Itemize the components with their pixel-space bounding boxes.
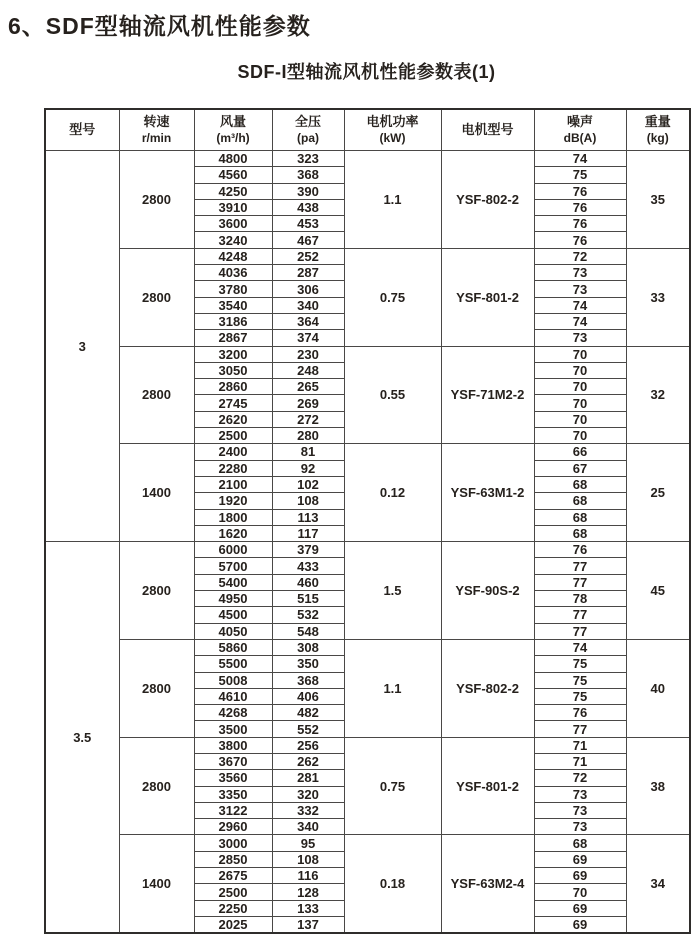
noise-cell: 68 bbox=[534, 493, 626, 509]
noise-cell: 74 bbox=[534, 313, 626, 329]
pressure-cell: 453 bbox=[272, 216, 344, 232]
noise-cell: 77 bbox=[534, 607, 626, 623]
noise-cell: 72 bbox=[534, 770, 626, 786]
airflow-cell: 5700 bbox=[194, 558, 272, 574]
noise-cell: 77 bbox=[534, 574, 626, 590]
pressure-cell: 552 bbox=[272, 721, 344, 737]
airflow-cell: 4268 bbox=[194, 705, 272, 721]
performance-table-body bbox=[45, 151, 690, 934]
airflow-cell: 3240 bbox=[194, 232, 272, 248]
noise-cell: 71 bbox=[534, 737, 626, 753]
airflow-cell: 2500 bbox=[194, 428, 272, 444]
pressure-cell: 116 bbox=[272, 868, 344, 884]
noise-cell: 76 bbox=[534, 216, 626, 232]
airflow-cell: 2850 bbox=[194, 851, 272, 867]
pressure-cell: 117 bbox=[272, 525, 344, 541]
weight-cell: 45 bbox=[626, 542, 690, 640]
noise-cell: 76 bbox=[534, 199, 626, 215]
column-header bbox=[272, 109, 344, 151]
noise-cell: 70 bbox=[534, 884, 626, 900]
noise-cell: 76 bbox=[534, 232, 626, 248]
pressure-cell: 368 bbox=[272, 672, 344, 688]
noise-cell: 74 bbox=[534, 297, 626, 313]
power-cell: 1.1 bbox=[344, 639, 441, 737]
power-cell: 0.12 bbox=[344, 444, 441, 542]
airflow-cell: 3780 bbox=[194, 281, 272, 297]
pressure-cell: 548 bbox=[272, 623, 344, 639]
column-header-unit: (kW) bbox=[379, 130, 406, 145]
noise-cell: 75 bbox=[534, 656, 626, 672]
pressure-cell: 133 bbox=[272, 900, 344, 916]
airflow-cell: 3670 bbox=[194, 753, 272, 769]
airflow-cell: 4248 bbox=[194, 248, 272, 264]
power-cell: 0.75 bbox=[344, 248, 441, 346]
column-header-label: 电机功率 bbox=[366, 113, 419, 129]
pressure-cell: 108 bbox=[272, 493, 344, 509]
noise-cell: 77 bbox=[534, 558, 626, 574]
airflow-cell: 3186 bbox=[194, 313, 272, 329]
airflow-cell: 3350 bbox=[194, 786, 272, 802]
airflow-cell: 2675 bbox=[194, 868, 272, 884]
pressure-cell: 379 bbox=[272, 542, 344, 558]
airflow-cell: 6000 bbox=[194, 542, 272, 558]
airflow-cell: 1800 bbox=[194, 509, 272, 525]
speed-cell: 1400 bbox=[119, 835, 194, 933]
airflow-cell: 5008 bbox=[194, 672, 272, 688]
column-header bbox=[534, 109, 626, 151]
header-row bbox=[45, 109, 690, 151]
pressure-cell: 272 bbox=[272, 411, 344, 427]
pressure-cell: 433 bbox=[272, 558, 344, 574]
airflow-cell: 5400 bbox=[194, 574, 272, 590]
airflow-cell: 4050 bbox=[194, 623, 272, 639]
pressure-cell: 81 bbox=[272, 444, 344, 460]
airflow-cell: 3910 bbox=[194, 199, 272, 215]
model-cell: 3.5 bbox=[45, 542, 119, 934]
airflow-cell: 2100 bbox=[194, 476, 272, 492]
noise-cell: 70 bbox=[534, 411, 626, 427]
column-header-unit: r/min bbox=[141, 130, 172, 145]
airflow-cell: 3200 bbox=[194, 346, 272, 362]
airflow-cell: 2745 bbox=[194, 395, 272, 411]
power-cell: 1.1 bbox=[344, 151, 441, 249]
airflow-cell: 4800 bbox=[194, 151, 272, 167]
weight-cell: 33 bbox=[626, 248, 690, 346]
pressure-cell: 532 bbox=[272, 607, 344, 623]
pressure-cell: 332 bbox=[272, 802, 344, 818]
table-row bbox=[45, 248, 690, 264]
noise-cell: 77 bbox=[534, 623, 626, 639]
noise-cell: 67 bbox=[534, 460, 626, 476]
airflow-cell: 4036 bbox=[194, 265, 272, 281]
column-header-unit: dB(A) bbox=[563, 130, 597, 145]
noise-cell: 69 bbox=[534, 868, 626, 884]
noise-cell: 70 bbox=[534, 362, 626, 378]
airflow-cell: 2400 bbox=[194, 444, 272, 460]
airflow-cell: 2500 bbox=[194, 884, 272, 900]
noise-cell: 73 bbox=[534, 265, 626, 281]
column-header bbox=[441, 109, 534, 151]
noise-cell: 76 bbox=[534, 183, 626, 199]
table-row bbox=[45, 542, 690, 558]
pressure-cell: 323 bbox=[272, 151, 344, 167]
noise-cell: 70 bbox=[534, 346, 626, 362]
noise-cell: 78 bbox=[534, 591, 626, 607]
airflow-cell: 4560 bbox=[194, 167, 272, 183]
power-cell: 0.75 bbox=[344, 737, 441, 835]
column-header-unit: (kg) bbox=[646, 130, 669, 145]
pressure-cell: 438 bbox=[272, 199, 344, 215]
speed-cell: 2800 bbox=[119, 639, 194, 737]
noise-cell: 69 bbox=[534, 916, 626, 933]
power-cell: 1.5 bbox=[344, 542, 441, 640]
table-row bbox=[45, 444, 690, 460]
airflow-cell: 1620 bbox=[194, 525, 272, 541]
airflow-cell: 2867 bbox=[194, 330, 272, 346]
pressure-cell: 102 bbox=[272, 476, 344, 492]
pressure-cell: 256 bbox=[272, 737, 344, 753]
pressure-cell: 280 bbox=[272, 428, 344, 444]
airflow-cell: 4250 bbox=[194, 183, 272, 199]
pressure-cell: 252 bbox=[272, 248, 344, 264]
column-header bbox=[194, 109, 272, 151]
speed-cell: 2800 bbox=[119, 248, 194, 346]
pressure-cell: 281 bbox=[272, 770, 344, 786]
pressure-cell: 137 bbox=[272, 916, 344, 933]
performance-table-head bbox=[45, 109, 690, 151]
power-cell: 0.18 bbox=[344, 835, 441, 933]
table-row bbox=[45, 151, 690, 167]
weight-cell: 25 bbox=[626, 444, 690, 542]
pressure-cell: 390 bbox=[272, 183, 344, 199]
weight-cell: 34 bbox=[626, 835, 690, 933]
pressure-cell: 113 bbox=[272, 509, 344, 525]
page-title: 6、SDF型轴流风机性能参数 bbox=[8, 13, 311, 39]
pressure-cell: 248 bbox=[272, 362, 344, 378]
noise-cell: 73 bbox=[534, 819, 626, 835]
airflow-cell: 3122 bbox=[194, 802, 272, 818]
pressure-cell: 368 bbox=[272, 167, 344, 183]
noise-cell: 73 bbox=[534, 330, 626, 346]
airflow-cell: 3500 bbox=[194, 721, 272, 737]
weight-cell: 38 bbox=[626, 737, 690, 835]
column-header bbox=[344, 109, 441, 151]
speed-cell: 2800 bbox=[119, 151, 194, 249]
airflow-cell: 2280 bbox=[194, 460, 272, 476]
airflow-cell: 3000 bbox=[194, 835, 272, 851]
pressure-cell: 515 bbox=[272, 591, 344, 607]
noise-cell: 75 bbox=[534, 167, 626, 183]
column-header-unit: (m³/h) bbox=[216, 130, 250, 145]
column-header-unit: (pa) bbox=[297, 130, 319, 145]
pressure-cell: 460 bbox=[272, 574, 344, 590]
column-header-label: 重量 bbox=[644, 113, 671, 129]
pressure-cell: 306 bbox=[272, 281, 344, 297]
airflow-cell: 3600 bbox=[194, 216, 272, 232]
weight-cell: 35 bbox=[626, 151, 690, 249]
column-header-label: 全压 bbox=[294, 113, 321, 129]
motor-model-cell: YSF-801-2 bbox=[441, 248, 534, 346]
pressure-cell: 364 bbox=[272, 313, 344, 329]
pressure-cell: 406 bbox=[272, 688, 344, 704]
column-header-label: 转速 bbox=[143, 113, 170, 129]
noise-cell: 77 bbox=[534, 721, 626, 737]
motor-model-cell: YSF-63M2-4 bbox=[441, 835, 534, 933]
noise-cell: 73 bbox=[534, 802, 626, 818]
motor-model-cell: YSF-63M1-2 bbox=[441, 444, 534, 542]
column-header-label: 电机型号 bbox=[461, 121, 514, 137]
pressure-cell: 340 bbox=[272, 297, 344, 313]
airflow-cell: 2960 bbox=[194, 819, 272, 835]
noise-cell: 74 bbox=[534, 151, 626, 167]
noise-cell: 69 bbox=[534, 851, 626, 867]
noise-cell: 74 bbox=[534, 639, 626, 655]
pressure-cell: 108 bbox=[272, 851, 344, 867]
column-header-label: 噪声 bbox=[566, 113, 593, 129]
airflow-cell: 3560 bbox=[194, 770, 272, 786]
pressure-cell: 320 bbox=[272, 786, 344, 802]
column-header-label: 风量 bbox=[219, 113, 246, 129]
pressure-cell: 350 bbox=[272, 656, 344, 672]
column-header bbox=[119, 109, 194, 151]
weight-cell: 32 bbox=[626, 346, 690, 444]
airflow-cell: 5500 bbox=[194, 656, 272, 672]
noise-cell: 68 bbox=[534, 509, 626, 525]
airflow-cell: 2860 bbox=[194, 379, 272, 395]
airflow-cell: 4500 bbox=[194, 607, 272, 623]
power-cell: 0.55 bbox=[344, 346, 441, 444]
noise-cell: 68 bbox=[534, 835, 626, 851]
airflow-cell: 3800 bbox=[194, 737, 272, 753]
speed-cell: 2800 bbox=[119, 346, 194, 444]
noise-cell: 70 bbox=[534, 379, 626, 395]
noise-cell: 73 bbox=[534, 786, 626, 802]
noise-cell: 73 bbox=[534, 281, 626, 297]
airflow-cell: 5860 bbox=[194, 639, 272, 655]
motor-model-cell: YSF-802-2 bbox=[441, 151, 534, 249]
pressure-cell: 287 bbox=[272, 265, 344, 281]
pressure-cell: 230 bbox=[272, 346, 344, 362]
noise-cell: 75 bbox=[534, 672, 626, 688]
noise-cell: 68 bbox=[534, 476, 626, 492]
motor-model-cell: YSF-71M2-2 bbox=[441, 346, 534, 444]
pressure-cell: 308 bbox=[272, 639, 344, 655]
pressure-cell: 262 bbox=[272, 753, 344, 769]
airflow-cell: 4950 bbox=[194, 591, 272, 607]
noise-cell: 69 bbox=[534, 900, 626, 916]
motor-model-cell: YSF-801-2 bbox=[441, 737, 534, 835]
airflow-cell: 1920 bbox=[194, 493, 272, 509]
motor-model-cell: YSF-90S-2 bbox=[441, 542, 534, 640]
pressure-cell: 467 bbox=[272, 232, 344, 248]
pressure-cell: 269 bbox=[272, 395, 344, 411]
pressure-cell: 265 bbox=[272, 379, 344, 395]
table-row bbox=[45, 639, 690, 655]
speed-cell: 1400 bbox=[119, 444, 194, 542]
table-row bbox=[45, 346, 690, 362]
noise-cell: 70 bbox=[534, 395, 626, 411]
column-header bbox=[45, 109, 119, 151]
motor-model-cell: YSF-802-2 bbox=[441, 639, 534, 737]
pressure-cell: 92 bbox=[272, 460, 344, 476]
noise-cell: 76 bbox=[534, 705, 626, 721]
noise-cell: 71 bbox=[534, 753, 626, 769]
pressure-cell: 482 bbox=[272, 705, 344, 721]
noise-cell: 70 bbox=[534, 428, 626, 444]
speed-cell: 2800 bbox=[119, 737, 194, 835]
column-header-label: 型号 bbox=[69, 121, 96, 137]
pressure-cell: 340 bbox=[272, 819, 344, 835]
model-cell: 3 bbox=[45, 151, 119, 542]
table-row bbox=[45, 737, 690, 753]
table-subtitle: SDF-I型轴流风机性能参数表(1) bbox=[237, 62, 496, 82]
airflow-cell: 2250 bbox=[194, 900, 272, 916]
airflow-cell: 3050 bbox=[194, 362, 272, 378]
pressure-cell: 128 bbox=[272, 884, 344, 900]
airflow-cell: 2620 bbox=[194, 411, 272, 427]
performance-table bbox=[44, 108, 691, 934]
pressure-cell: 374 bbox=[272, 330, 344, 346]
noise-cell: 72 bbox=[534, 248, 626, 264]
noise-cell: 76 bbox=[534, 542, 626, 558]
noise-cell: 68 bbox=[534, 525, 626, 541]
airflow-cell: 3540 bbox=[194, 297, 272, 313]
pressure-cell: 95 bbox=[272, 835, 344, 851]
speed-cell: 2800 bbox=[119, 542, 194, 640]
table-row bbox=[45, 835, 690, 851]
airflow-cell: 4610 bbox=[194, 688, 272, 704]
noise-cell: 66 bbox=[534, 444, 626, 460]
noise-cell: 75 bbox=[534, 688, 626, 704]
column-header bbox=[626, 109, 690, 151]
weight-cell: 40 bbox=[626, 639, 690, 737]
airflow-cell: 2025 bbox=[194, 916, 272, 933]
